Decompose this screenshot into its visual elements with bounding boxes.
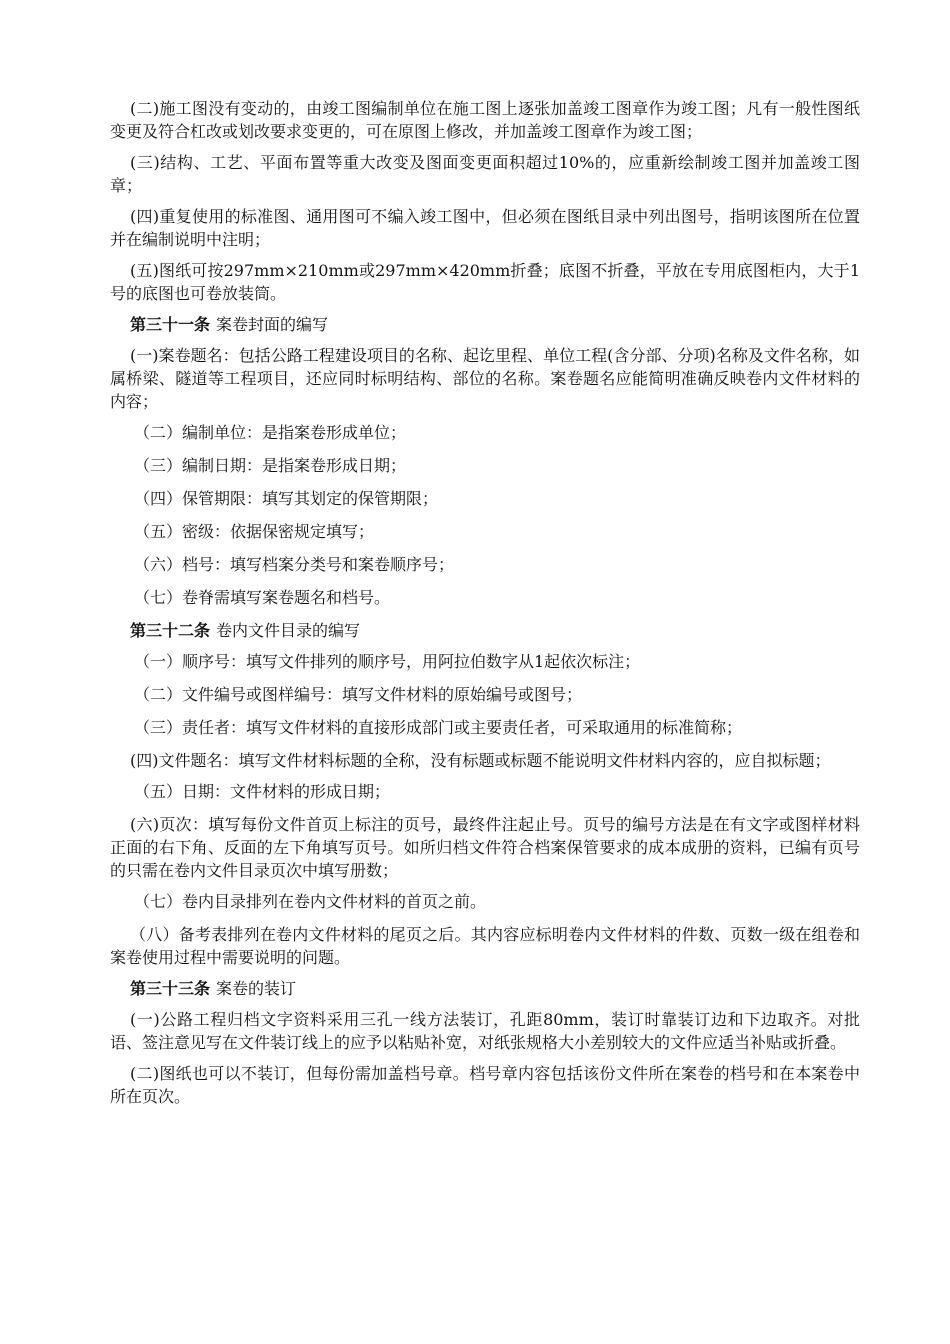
paragraph: (三)结构、工艺、平面布置等重大改变及图面变更面积超过10%的，应重新绘制竣工图并加盖竣工图章；: [110, 153, 860, 195]
article-number: 第三十一条: [130, 315, 211, 334]
paragraph: (五)图纸可按297mm×210mm或297mm×420mm折叠；底图不折叠，平放在专用底图柜内，大于1号的底图也可卷放装筒。: [110, 261, 860, 303]
list-item: （二）文件编号或图样编号：填写文件材料的原始编号或图号；: [134, 685, 583, 704]
list-item: （三）责任者：填写文件材料的直接形成部门或主要责任者，可采取通用的标准简称；: [134, 718, 743, 737]
list-item: （一）顺序号：填写文件排列的顺序号，用阿拉伯数字从1起依次标注；: [134, 652, 641, 671]
article-title: 卷内文件目录的编写: [216, 621, 361, 640]
article-heading: [110, 619, 860, 642]
paragraph: (六)页次：填写每份文件首页上标注的页号，最终件注起止号。页号的编号方法是在有文字或图样材料正面的右下角、反面的左下角填写页号。如所归档文件符合档案保管要求的成本成册的资料，已编有页号的只需在卷内文件目录页次中填写册数；: [110, 815, 860, 880]
paragraph: (一)公路工程归档文字资料采用三孔一线方法装订，孔距80mm，装订时靠装订边和下边取齐。对批语、签注意见写在文件装订线上的应予以粘贴补宽，对纸张规格大小差别较大的文件应适当补贴或折叠。: [110, 1010, 860, 1052]
list-item: （七）卷内目录排列在卷内文件材料的首页之前。: [134, 892, 487, 911]
list-item: （七）卷脊需填写案卷题名和档号。: [134, 588, 391, 607]
paragraph: (二)施工图没有变动的，由竣工图编制单位在施工图上逐张加盖竣工图章作为竣工图；凡有一般性图纸变更及符合杠改或划改要求变更的，可在原图上修改，并加盖竣工图章作为竣工图；: [110, 99, 860, 141]
article-heading: [110, 313, 860, 336]
paragraph: (二)图纸也可以不装订，但每份需加盖档号章。档号章内容包括该份文件所在案卷的档号和在本案卷中所在页次。: [110, 1064, 860, 1106]
list-item: （五）日期：文件材料的形成日期；: [134, 782, 391, 801]
list-item: （四）保管期限：填写其划定的保管期限；: [134, 489, 439, 508]
paragraph: (一)案卷题名：包括公路工程建设项目的名称、起讫里程、单位工程(含分部、分项)名称及文件名称，如属桥梁、隧道等工程项目，还应同时标明结构、部位的名称。案卷题名应能简明准确反映卷内文件材料的内容；: [110, 346, 860, 411]
paragraph: (四)文件题名：填写文件材料标题的全称，没有标题或标题不能说明文件材料内容的，应自拟标题；: [130, 751, 831, 770]
list-item: （五）密级：依据保密规定填写；: [134, 522, 375, 541]
article-title: 案卷封面的编写: [216, 315, 329, 334]
document-body: [110, 97, 860, 1116]
article-number: 第三十三条: [130, 979, 211, 998]
list-item: （六）档号：填写档案分类号和案卷顺序号；: [134, 555, 455, 574]
list-item: （三）编制日期：是指案卷形成日期；: [134, 456, 407, 475]
paragraph: （八）备考表排列在卷内文件材料的尾页之后。其内容应标明卷内文件材料的件数、页数一级在组卷和案卷使用过程中需要说明的问题。: [110, 925, 860, 967]
article-number: 第三十二条: [130, 621, 211, 640]
article-heading: [110, 977, 860, 1000]
list-item: （二）编制单位：是指案卷形成单位；: [134, 423, 407, 442]
paragraph: (四)重复使用的标准图、通用图可不编入竣工图中，但必须在图纸目录中列出图号，指明该图所在位置并在编制说明中注明；: [110, 207, 860, 249]
article-title: 案卷的装订: [216, 979, 297, 998]
